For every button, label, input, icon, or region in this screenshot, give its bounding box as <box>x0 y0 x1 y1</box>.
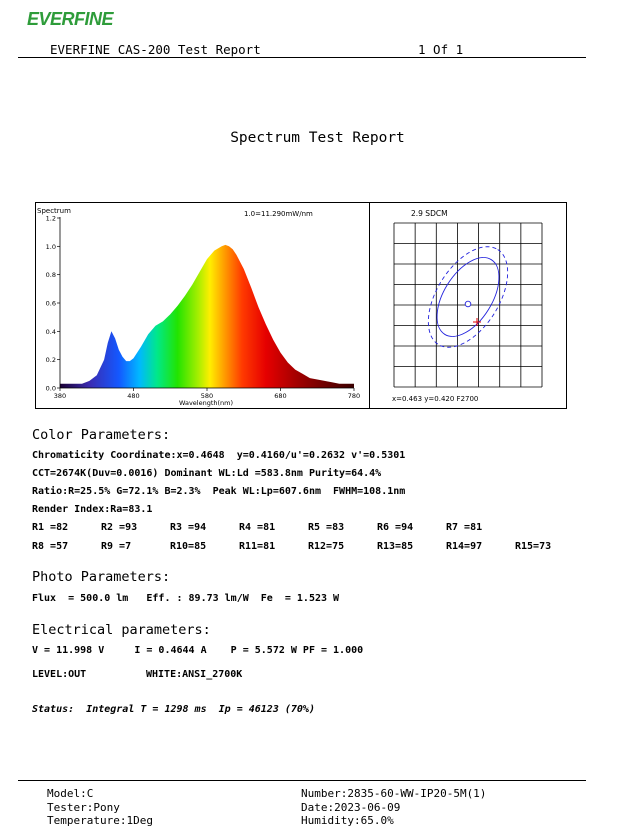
temperature-value: Temperature:1Deg <box>47 814 153 827</box>
chromaticity-line: Chromaticity Coordinate:x=0.4648 y=0.4160/u'=0.2632 v'=0.5301 <box>32 450 406 461</box>
model-value: Model:C <box>47 787 94 800</box>
sdcm-ellipse-outer <box>412 233 524 361</box>
r-value: R6 =94 <box>377 522 414 533</box>
electrical-line: V = 11.998 V I = 0.4644 A P = 5.572 W PF = 1.000 <box>32 645 364 656</box>
render-index-line: Render Index:Ra=83.1 <box>32 504 153 515</box>
spectrum-xlabel: Wavelength(nm) <box>178 399 234 407</box>
report-name: EVERFINE CAS-200 Test Report <box>50 42 261 57</box>
r-value: R13=85 <box>377 541 414 552</box>
white-value: WHITE:ANSI_2700K <box>146 669 243 680</box>
header-rule <box>18 57 586 58</box>
r-value: R15=73 <box>515 541 552 552</box>
level-value: LEVEL:OUT <box>32 669 87 680</box>
r-value: R14=97 <box>446 541 483 552</box>
y-tick-label: 0.6 <box>45 299 56 308</box>
x-tick-label: 580 <box>200 392 214 400</box>
cie-readout: x=0.463 y=0.420 F2700 <box>392 395 479 403</box>
x-tick-label: 480 <box>127 392 140 400</box>
report-number: Number:2835-60-WW-IP20-5M(1) <box>301 787 487 800</box>
target-point <box>465 301 471 307</box>
page-title: Spectrum Test Report <box>230 130 405 146</box>
r-value: R10=85 <box>170 541 207 552</box>
y-tick-label: 1.2 <box>45 214 56 223</box>
cie-chart <box>370 203 568 408</box>
r-value: R8 =57 <box>32 541 69 552</box>
ratio-line: Ratio:R=25.5% G=72.1% B=2.3% Peak WL:Lp=607.6nm FWHM=108.1nm <box>32 486 406 497</box>
footer-rule <box>18 780 586 781</box>
page-number: 1 Of 1 <box>418 42 464 57</box>
x-tick-label: 380 <box>53 392 67 400</box>
r-value: R2 =93 <box>101 522 138 533</box>
x-tick-label: 680 <box>274 392 287 400</box>
color-parameters-heading: Color Parameters: <box>32 427 171 443</box>
r-value: R9 =7 <box>101 541 132 552</box>
r-value: R3 =94 <box>170 522 207 533</box>
cct-line: CCT=2674K(Duv=0.0016) Dominant WL:Ld =583.8nm Purity=64.4% <box>32 468 382 479</box>
humidity-value: Humidity:65.0% <box>301 814 394 827</box>
tester-value: Tester:Pony <box>47 801 120 814</box>
scale-note: 1.0=11.290mW/nm <box>244 210 313 218</box>
x-tick-label: 780 <box>347 392 361 400</box>
y-tick-label: 0.4 <box>45 327 56 336</box>
electrical-parameters-heading: Electrical parameters: <box>32 622 211 638</box>
spectrum-curve <box>60 245 354 388</box>
cie-label: 2.9 SDCM <box>411 209 448 218</box>
y-tick-label: 1.0 <box>45 242 56 251</box>
y-tick-label: 0.8 <box>45 271 56 280</box>
chart-panel <box>35 202 567 409</box>
r-value: R7 =81 <box>446 522 483 533</box>
r-value: R1 =82 <box>32 522 69 533</box>
r-value: R4 =81 <box>239 522 276 533</box>
spectrum-chart <box>36 203 368 408</box>
everfine-logo: EVERFINE <box>27 9 114 29</box>
flux-line: Flux = 500.0 lm Eff. : 89.73 lm/W Fe = 1.523 W <box>32 593 340 604</box>
sdcm-ellipse <box>424 247 511 347</box>
status-line: Status: Integral T = 1298 ms Ip = 46123 (70%) <box>32 704 315 715</box>
r-value: R5 =83 <box>308 522 345 533</box>
r-value: R11=81 <box>239 541 276 552</box>
test-date: Date:2023-06-09 <box>301 801 401 814</box>
photo-parameters-heading: Photo Parameters: <box>32 569 171 585</box>
r-value: R12=75 <box>308 541 345 552</box>
y-tick-label: 0.0 <box>45 384 56 393</box>
y-tick-label: 0.2 <box>45 356 56 365</box>
spectrum-ylabel: Spectrum <box>37 207 71 215</box>
